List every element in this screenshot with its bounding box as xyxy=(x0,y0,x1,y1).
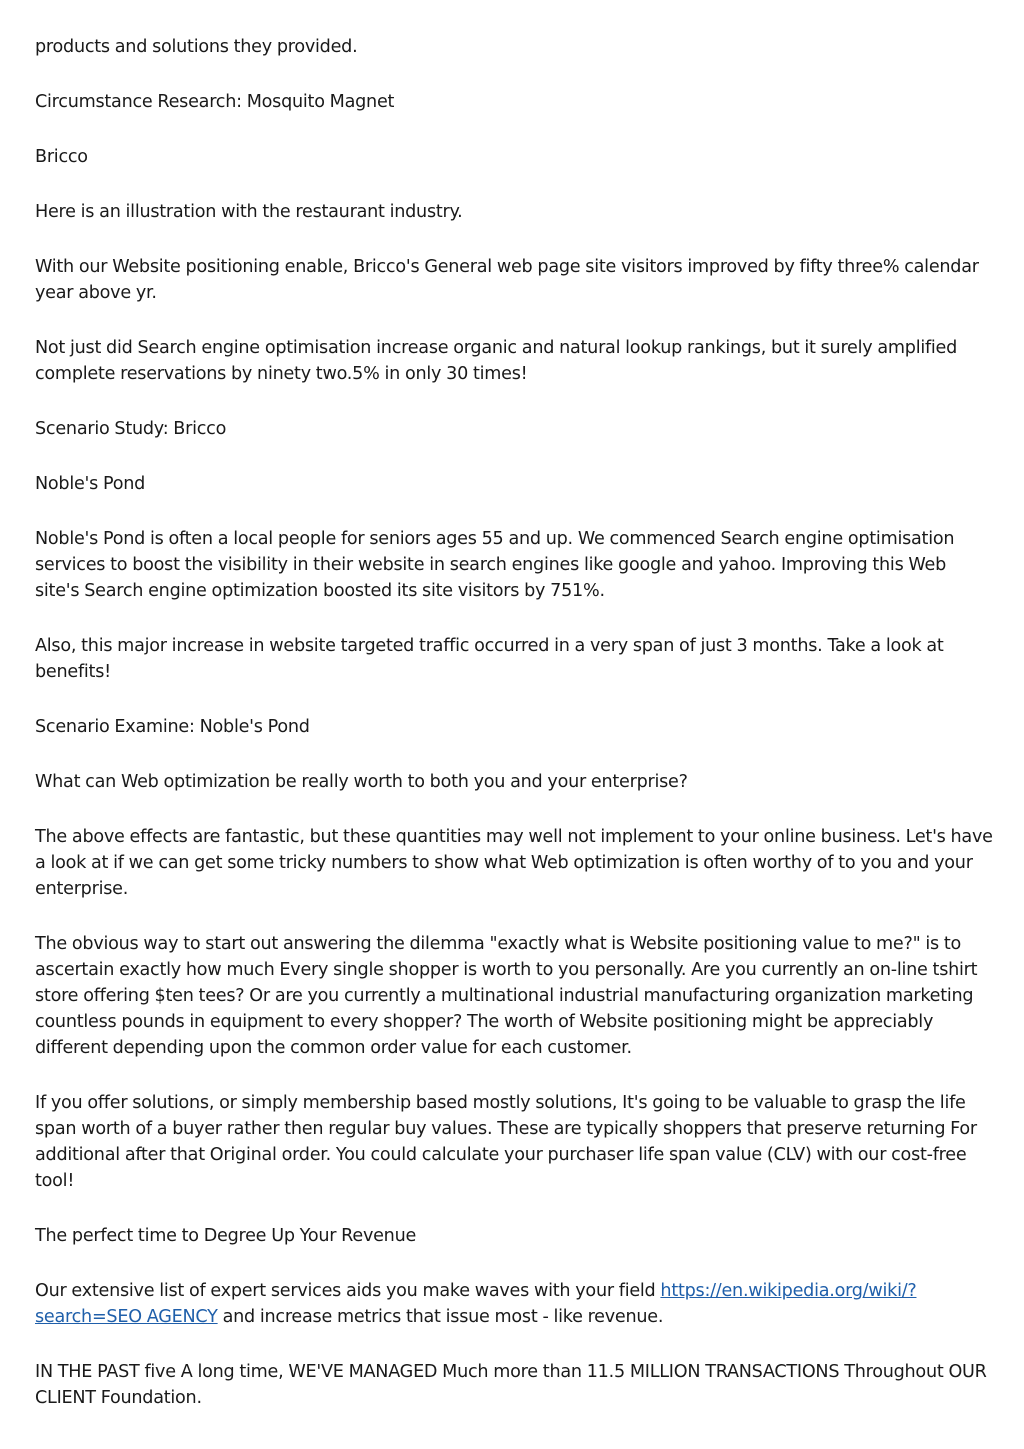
paragraph-obvious-way: The obvious way to start out answering the dilemma "exactly what is Website positioning value to me?" is to ascertain exactly how much Every single shopper is worth to you personally. Are you currently an on-line tshirt store offering $ten tees? Or are you currently a multinational industrial manufacturing organization marketing countless pounds in equipment to every shopper? The worth of Website positioning might be appreciably different depending upon the common order value for each customer. xyxy=(35,934,978,1058)
link-paragraph-after: and increase metrics that issue most - like revenue. xyxy=(217,1307,664,1327)
heading-bricco: Bricco xyxy=(35,147,88,167)
heading-scenario-study-bricco: Scenario Study: Bricco xyxy=(35,419,227,439)
paragraph-traffic-increase: Also, this major increase in website targeted traffic occurred in a very span of just 3 months. Take a look at benefits! xyxy=(35,636,944,682)
heading-level-up-revenue: The perfect time to Degree Up Your Revenue xyxy=(35,1226,417,1246)
heading-case-mosquito-magnet: Circumstance Research: Mosquito Magnet xyxy=(35,92,395,112)
document-body xyxy=(35,34,995,1411)
paragraph-above-effects: The above effects are fantastic, but these quantities may well not implement to your online business. Let's have a look at if we can get some tricky numbers to show what Web optimization is often worthy of to you and your enterprise. xyxy=(35,827,993,899)
seo-agency-link[interactable]: https://en.wikipedia.org/wiki/?search=SEO AGENCY xyxy=(35,1281,917,1327)
heading-nobles-pond: Noble's Pond xyxy=(35,474,146,494)
paragraph-restaurant-illustration: Here is an illustration with the restaurant industry. xyxy=(35,202,463,222)
paragraph-nobles-pond-description: Noble's Pond is often a local people for seniors ages 55 and up. We commenced Search engine optimisation services to boost the visibility in their website in search engines like google and yahoo. Improving this Web site's Search engine optimization boosted its site visitors by 751%. xyxy=(35,529,955,601)
paragraph-lifetime-value: If you offer solutions, or simply membership based mostly solutions, It's going to be valuable to grasp the life span worth of a buyer rather then regular buy values. These are typically shoppers that preserve returning For additional after that Original order. You could calculate your purchaser life span value (CLV) with our cost-free tool! xyxy=(35,1093,977,1191)
link-paragraph-before: Our extensive list of expert services aids you make waves with your field xyxy=(35,1281,661,1301)
heading-scenario-examine-nobles-pond: Scenario Examine: Noble's Pond xyxy=(35,717,310,737)
paragraph-bricco-reservations: Not just did Search engine optimisation increase organic and natural lookup rankings, but it surely amplified complete reservations by ninety two.5% in only 30 times! xyxy=(35,338,958,384)
paragraph-bricco-visitors: With our Website positioning enable, Bricco's General web page site visitors improved by fifty three% calendar year above yr. xyxy=(35,257,979,303)
paragraph-expert-services xyxy=(35,1278,995,1330)
paragraph-intro-tail: products and solutions they provided. xyxy=(35,37,358,57)
paragraph-seo-worth-question: What can Web optimization be really worth to both you and your enterprise? xyxy=(35,772,688,792)
paragraph-transactions-closing: IN THE PAST five A long time, WE'VE MANAGED Much more than 11.5 MILLION TRANSACTIONS Throughout OUR CLIENT Foundation. xyxy=(35,1362,987,1408)
